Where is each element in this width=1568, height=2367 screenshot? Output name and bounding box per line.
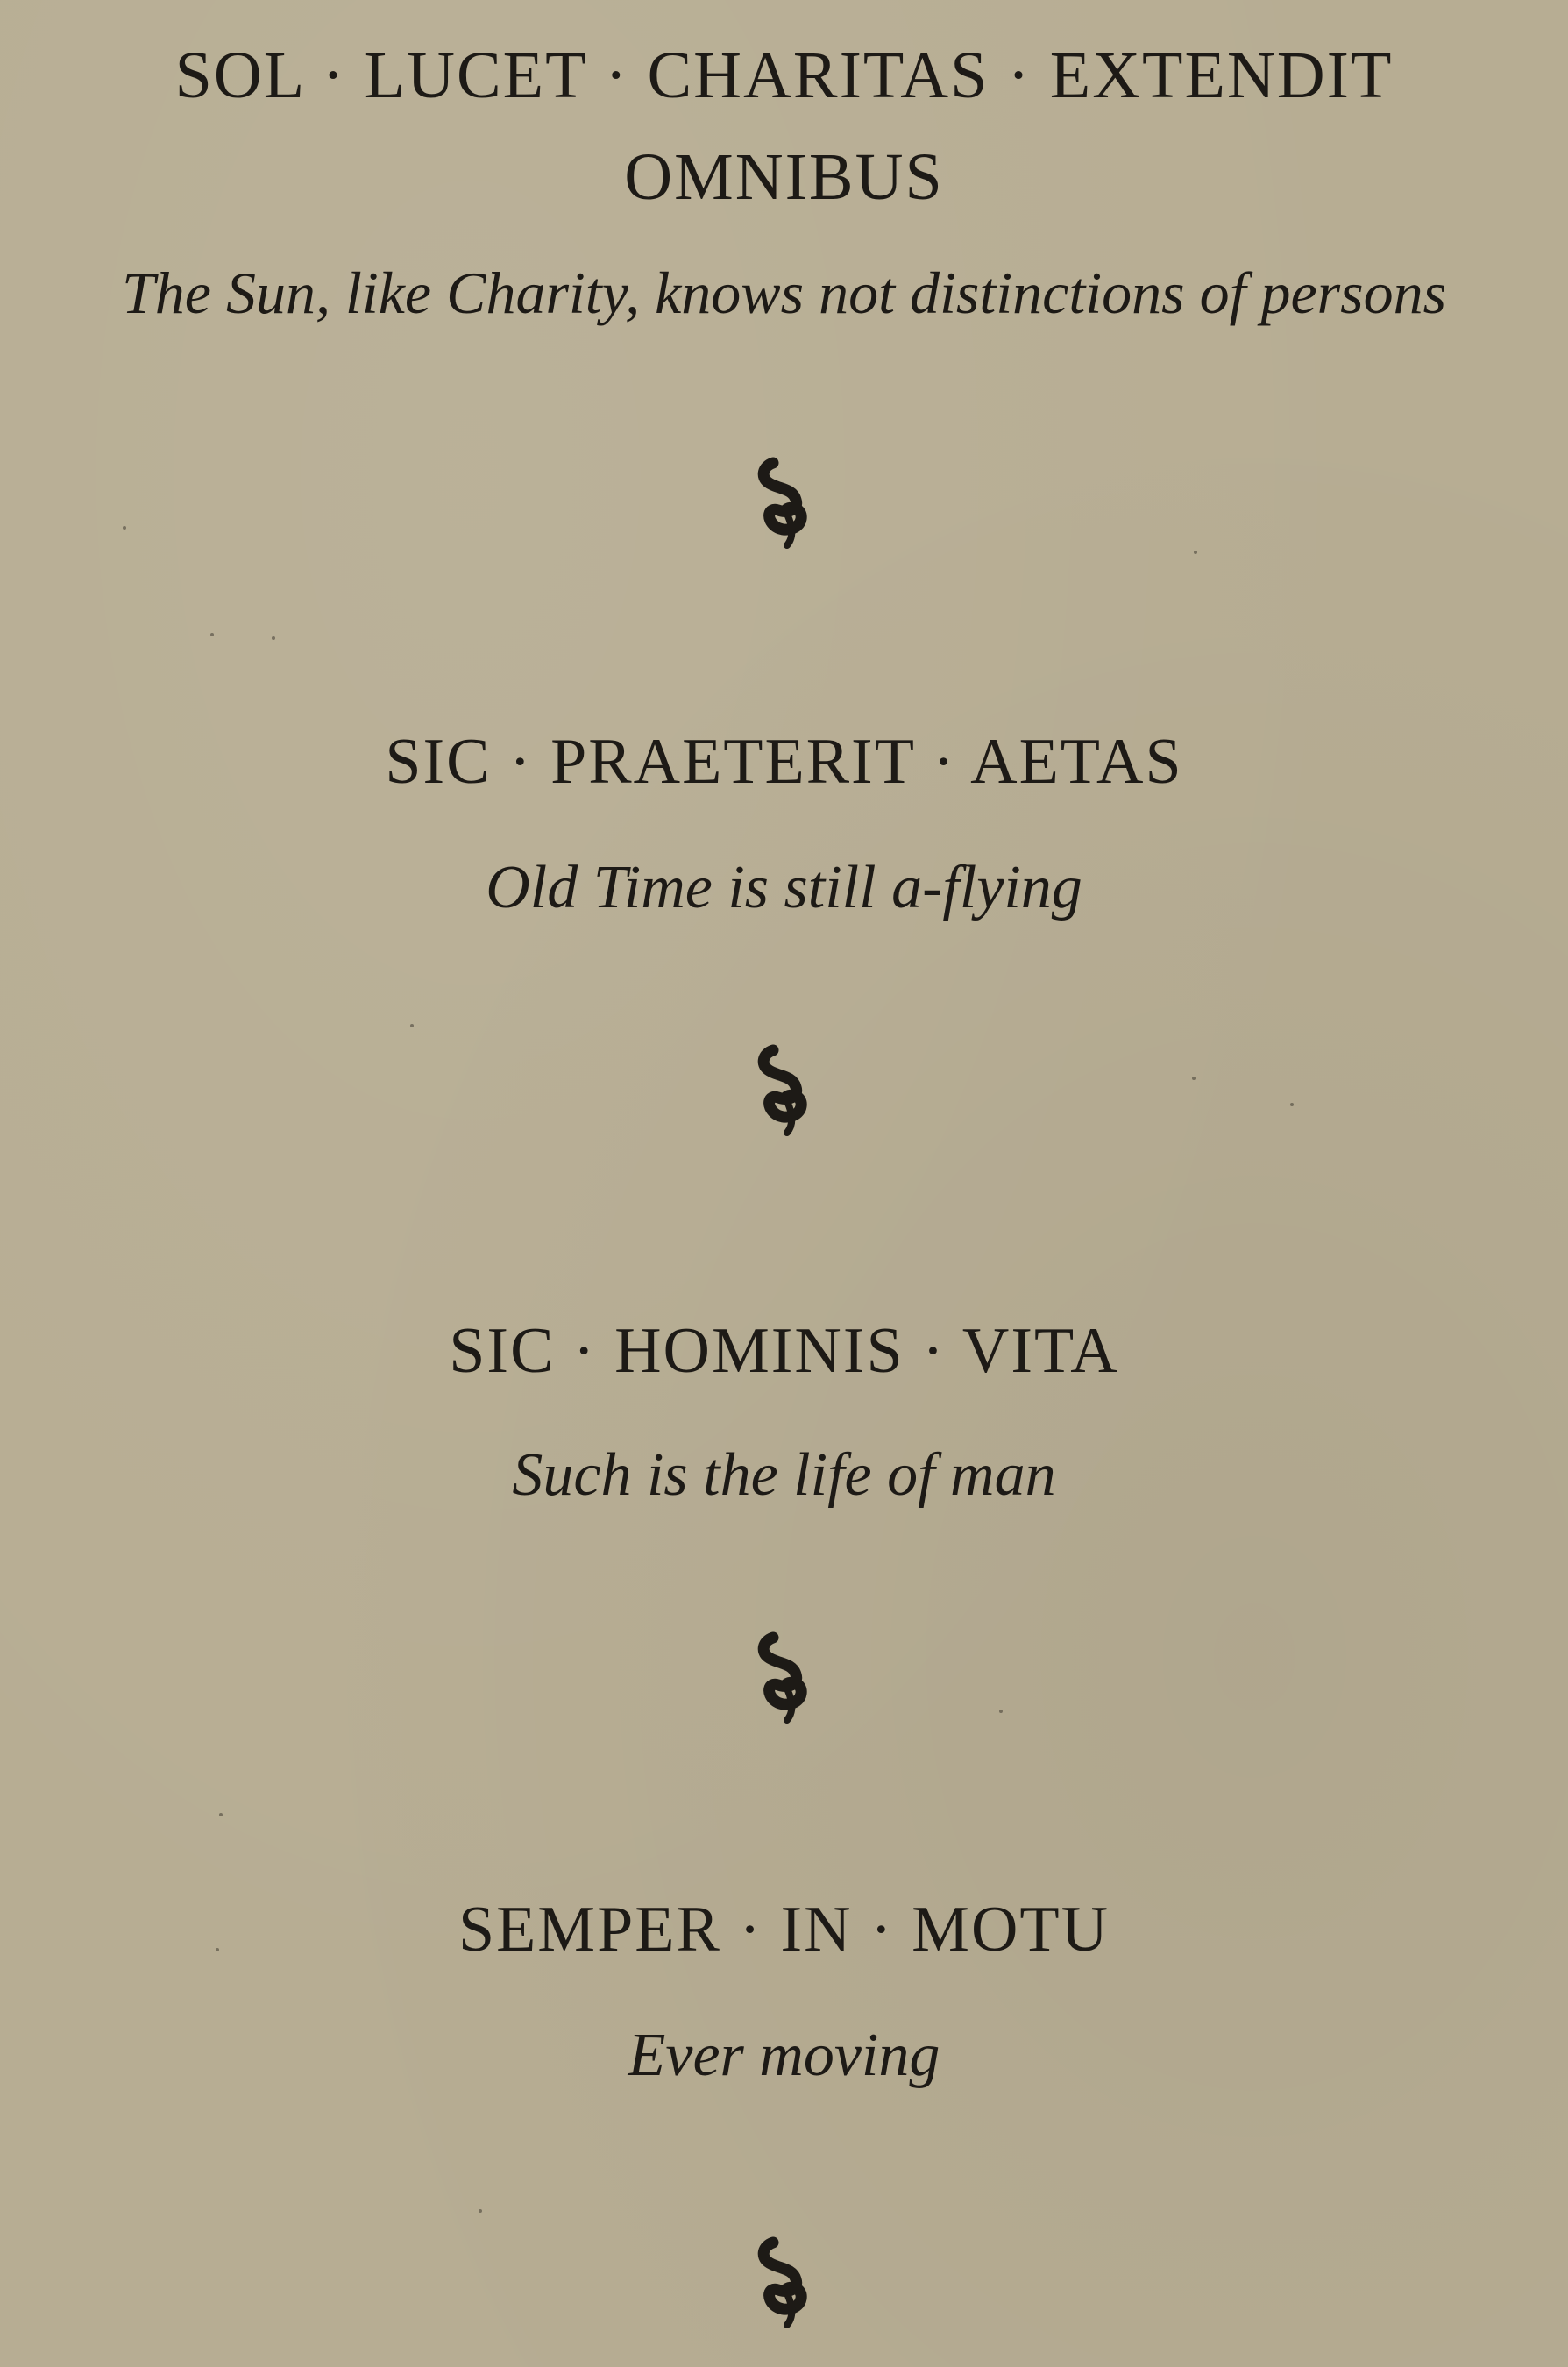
paper-speck (1194, 551, 1197, 554)
paper-speck (210, 633, 214, 636)
paper-speck (999, 1710, 1003, 1713)
paper-speck (272, 636, 275, 640)
paper-speck (479, 2209, 482, 2213)
paper-speck (1290, 1103, 1294, 1106)
motto-3-translation: Such is the life of man (512, 1441, 1056, 1509)
motto-1-latin-line1: SOL · LUCET · CHARITAS · EXTENDIT (174, 39, 1394, 112)
serpentine-flourish-icon (747, 456, 817, 552)
paper-speck (219, 1813, 223, 1816)
motto-4-translation: Ever moving (628, 2022, 940, 2089)
motto-4-latin: SEMPER · IN · MOTU (458, 1894, 1110, 1965)
motto-2-translation: Old Time is still a-flying (486, 854, 1082, 921)
motto-1-latin (0, 25, 1568, 228)
paper-speck (1192, 1077, 1196, 1080)
serpentine-flourish-icon (747, 1631, 817, 1727)
motto-1-translation: The Sun, like Charity, knows not distinctions of persons (121, 259, 1447, 326)
motto-1-latin-line2: OMNIBUS (624, 140, 944, 214)
paper-speck (216, 1948, 219, 1951)
paper-speck (123, 526, 126, 530)
serpentine-flourish-icon (747, 2236, 817, 2332)
motto-2-latin: SIC · PRAETERIT · AETAS (385, 726, 1183, 798)
serpentine-flourish-icon (747, 1043, 817, 1140)
paper-speck (410, 1024, 414, 1027)
motto-3-latin: SIC · HOMINIS · VITA (449, 1315, 1119, 1387)
